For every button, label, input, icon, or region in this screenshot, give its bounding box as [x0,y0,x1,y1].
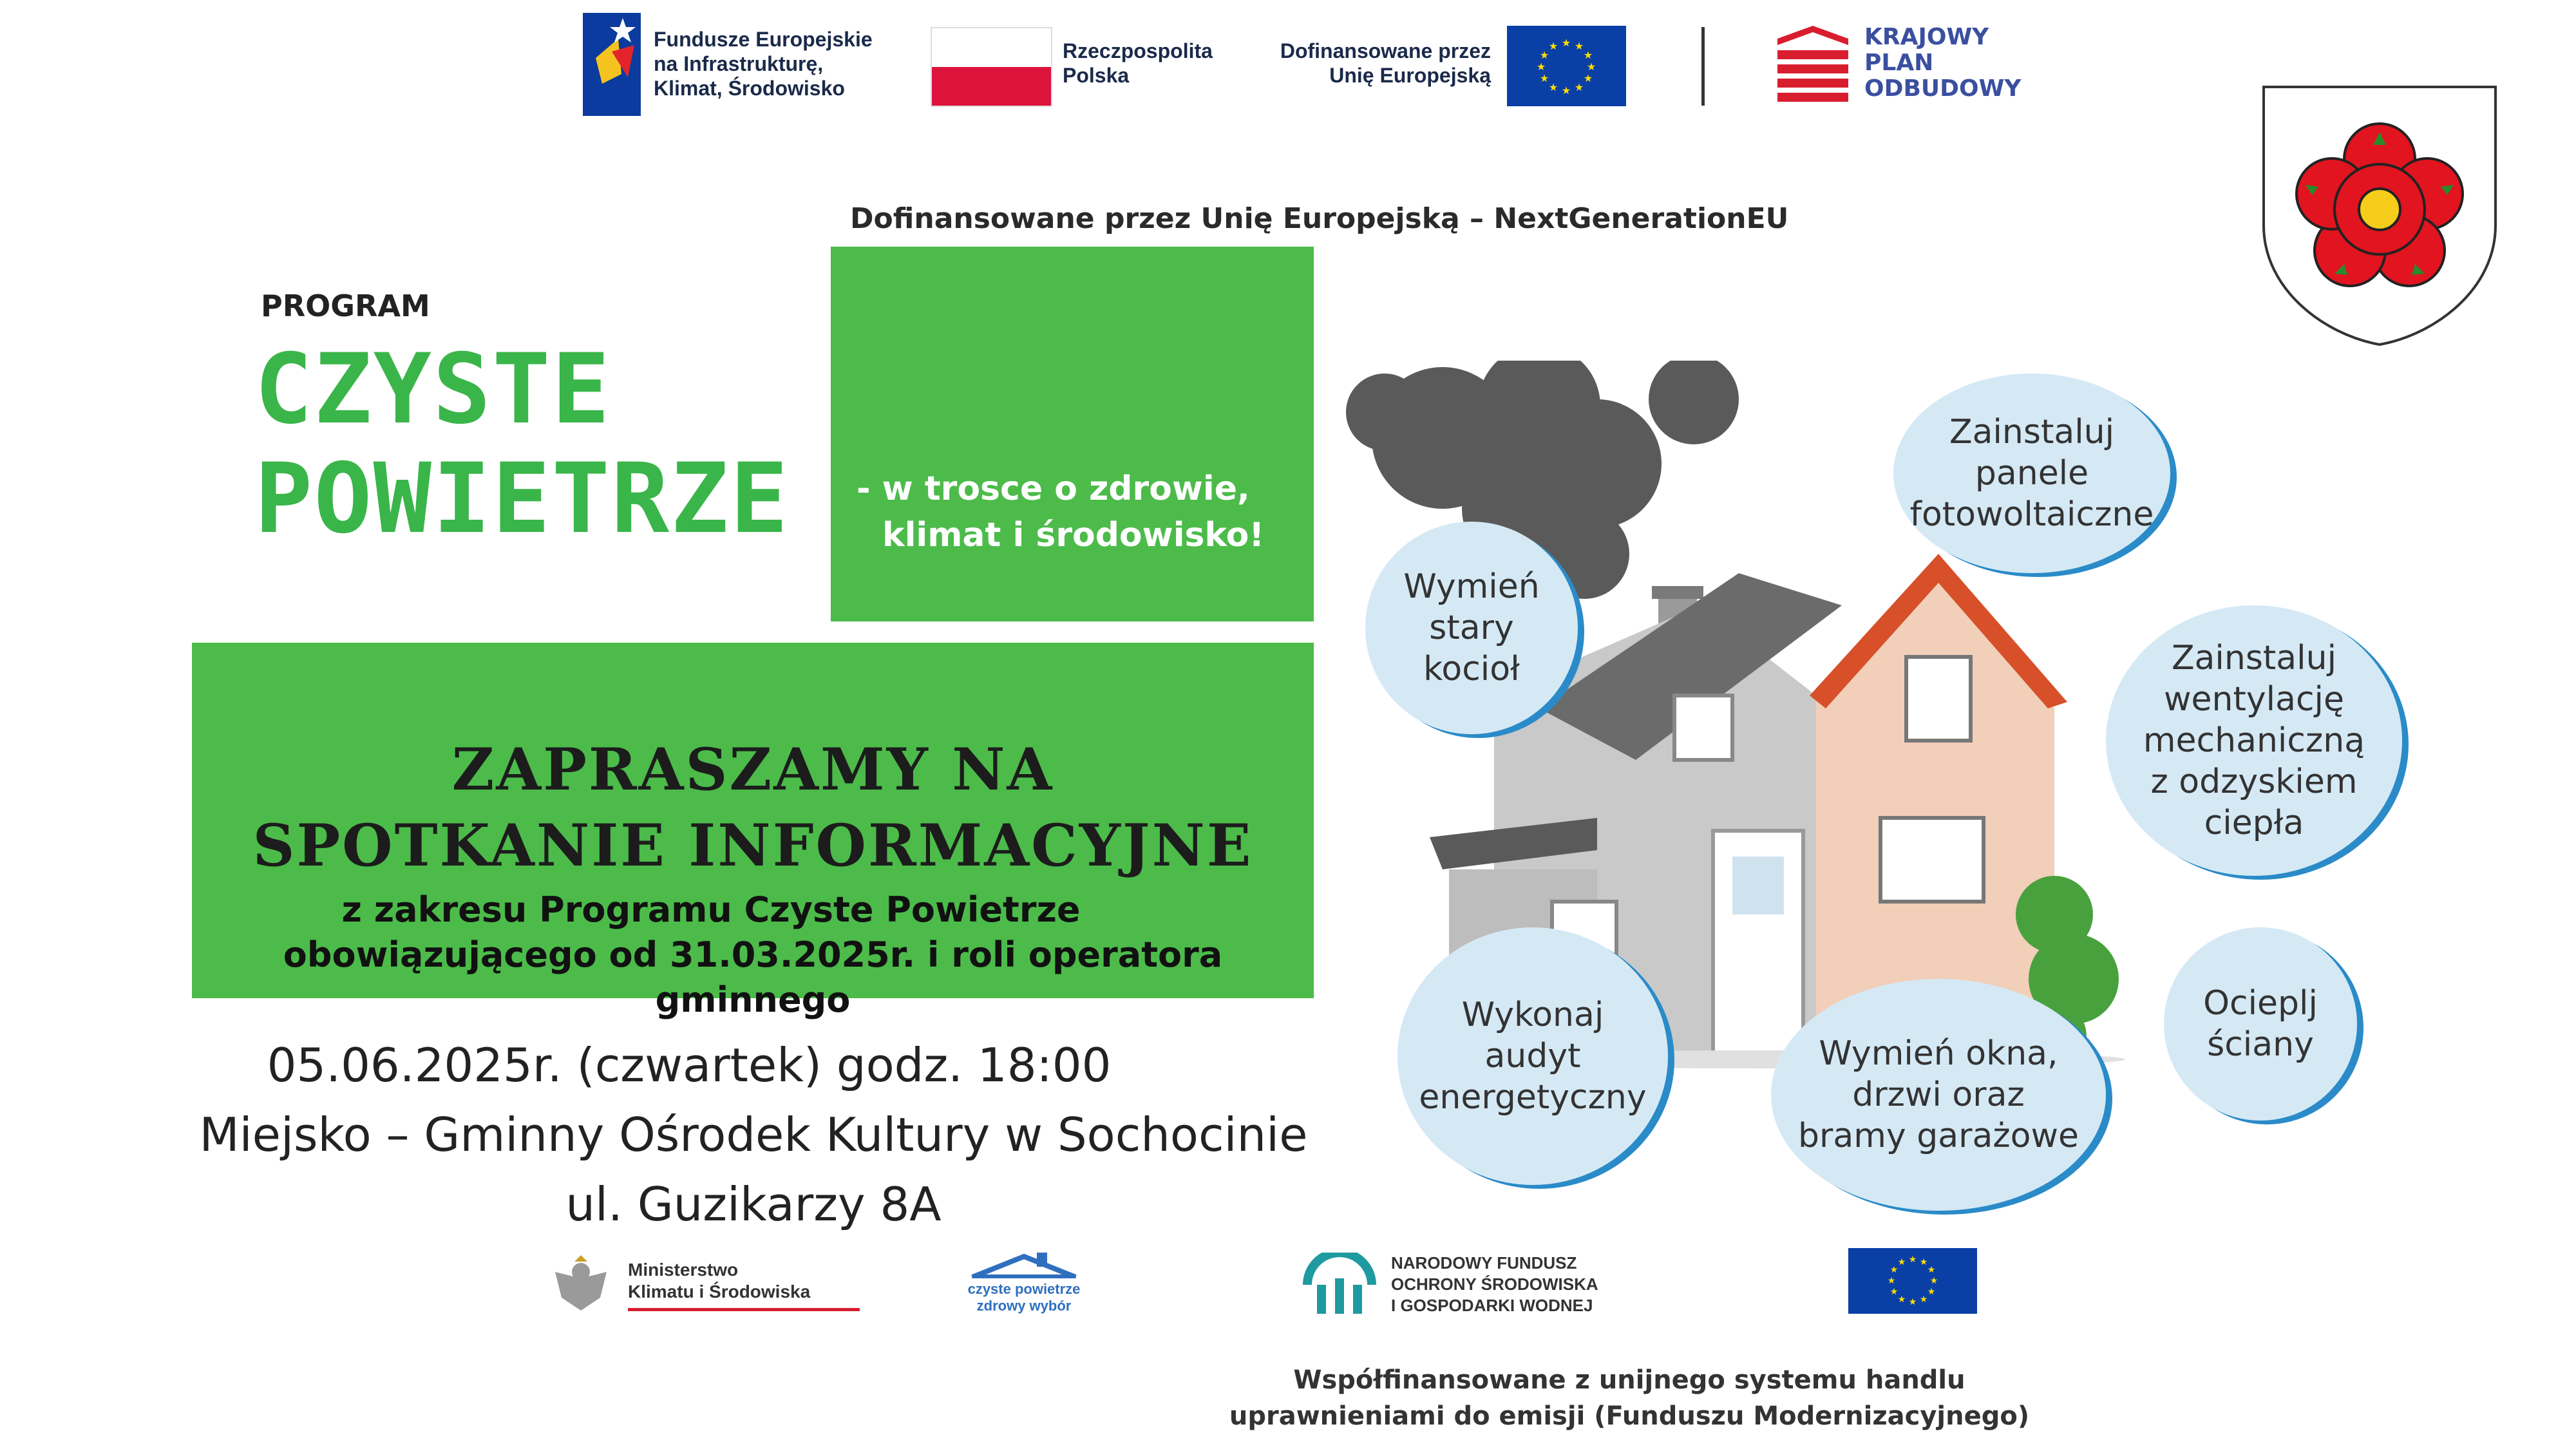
svg-text:★: ★ [1574,40,1584,52]
eu-flag-bottom-icon [1848,1248,1977,1314]
bubble-windows-line1: Wymień okna, [1819,1034,2058,1073]
svg-text:★: ★ [1908,1255,1917,1265]
eu-flag-icon [1507,26,1626,106]
separator-line [1701,27,1705,106]
bubble-walls-line1: Ocieplj [2203,984,2318,1023]
svg-text:★: ★ [1889,1265,1899,1275]
rzeczpospolita-text [1063,39,1213,88]
event-date: 05.06.2025r. (czwartek) godz. 18:00 [267,1038,1112,1092]
svg-text:★: ★ [1583,49,1593,61]
bubble-windows-line2: drzwi oraz [1852,1075,2025,1114]
svg-text:★: ★ [1536,61,1546,73]
dofinansowane-line2: Unię Europejską [1329,64,1491,87]
invite-box [192,643,1314,1020]
svg-text:★: ★ [1583,72,1593,84]
scope-line2: obowiązującego od 31.03.2025r. i roli operatora gminnego [283,934,1223,1020]
bubble-boiler-line1: Wymień [1403,567,1540,606]
dofinansowane-text [1262,39,1491,88]
ministerstwo-line2: Klimatu i Środowiska [628,1282,811,1302]
svg-text:★: ★ [1919,1257,1928,1267]
event-info [142,1030,1365,1239]
fundusze-flag-icon [583,13,641,116]
bubble-panels [1893,374,2170,573]
krajowy-plan-icon [1777,26,1848,107]
invite-line1: ZAPRASZAMY NA [451,735,1054,804]
svg-text:★: ★ [1548,40,1558,52]
svg-text:★: ★ [1927,1265,1936,1275]
bubble-ventilation-line5: ciepła [2204,804,2304,842]
coat-of-arms [2260,84,2499,348]
svg-text:★: ★ [1586,61,1596,73]
infographic [1327,361,2447,1224]
bubble-boiler [1365,522,1578,734]
nfos-icon [1301,1253,1378,1317]
bubble-audit-line2: audyt [1484,1037,1581,1075]
svg-text:★: ★ [1548,81,1558,93]
bubble-panels-line3: fotowoltaiczne [1909,495,2154,534]
bubble-boiler-line2: stary [1429,609,1514,647]
eagle-icon [549,1253,613,1317]
svg-text:★: ★ [1929,1276,1938,1286]
fundusze-line3: Klimat, Środowisko [654,77,845,100]
bubble-ventilation-line3: mechaniczną [2143,721,2365,760]
bubble-panels-line1: Zainstaluj [1949,413,2115,451]
czyste-logo-line2: zdrowy wybór [976,1298,1072,1314]
event-address: ul. Guzikarzy 8A [565,1177,942,1231]
slogan-box [831,247,1314,621]
krajowy-line3: ODBUDOWY [1864,75,2022,102]
house-roof-icon [960,1253,1088,1278]
slogan-line2: klimat i środowisko! [882,516,1265,554]
fundusze-logo [583,13,641,116]
slogan-line1: - w trosce o zdrowie, [857,469,1250,508]
bubble-windows [1771,979,2106,1211]
rzeczpospolita-line1: Rzeczpospolita [1063,39,1213,62]
nfos-line1: NARODOWY FUNDUSZ [1391,1253,1577,1273]
svg-text:★: ★ [1927,1287,1936,1297]
program-name [254,334,790,555]
svg-text:★: ★ [1887,1276,1896,1286]
rose-icon [2260,84,2499,348]
svg-text:★: ★ [1561,84,1571,97]
scope-line1: z zakresu Programu Czyste Powietrze [341,889,1081,930]
svg-text:★: ★ [1574,81,1584,93]
dofinansowane-line1: Dofinansowane przez [1280,39,1491,62]
krajowy-line1: KRAJOWY [1864,24,1989,50]
svg-text:★: ★ [1897,1294,1906,1305]
rzeczpospolita-line2: Polska [1063,64,1130,87]
program-name-line2: POWIETRZE [254,443,790,555]
nfos-line3: I GOSPODARKI WODNEJ [1391,1296,1593,1315]
svg-text:★: ★ [1539,72,1549,84]
svg-text:★: ★ [1897,1257,1906,1267]
fundusze-text [654,27,873,100]
bubble-windows-line3: bramy garażowe [1798,1117,2079,1155]
krajowy-line2: PLAN [1864,50,1934,76]
bubble-ventilation-line1: Zainstaluj [2171,639,2337,677]
bubble-audit [1397,927,1668,1185]
bubble-walls [2164,927,2357,1121]
svg-text:★: ★ [1908,1297,1917,1307]
bubble-audit-line3: energetyczny [1419,1078,1647,1117]
bubble-boiler-line3: kocioł [1423,650,1520,688]
bubble-ventilation-line2: wentylację [2164,680,2344,719]
cofinance-line1: Współfinansowane z unijnego systemu handlu [1293,1365,1965,1395]
nfos-text [1391,1253,1598,1316]
bubble-audit-line1: Wykonaj [1461,996,1604,1034]
cofinance-note [1172,1362,2087,1434]
bubble-panels-line2: panele [1975,454,2089,493]
fundusze-line2: na Infrastrukturę, [654,52,824,75]
svg-text:★: ★ [1889,1287,1899,1297]
program-label: PROGRAM [261,289,430,323]
ministerstwo-line1: Ministerstwo [628,1260,739,1280]
ministerstwo-text [628,1259,860,1311]
krajowy-plan-text [1864,24,2021,102]
bubble-ventilation [2106,605,2402,876]
nfos-line2: OCHRONY ŚRODOWISKA [1391,1274,1598,1294]
event-place: Miejsko – Gminny Ośrodek Kultury w Sochocinie [199,1108,1308,1162]
nextgen-heading: Dofinansowane przez Unię Europejską – NextGenerationEU [850,202,1789,235]
czyste-powietrze-logo [960,1253,1088,1323]
bubble-walls-line2: ściany [2207,1025,2314,1064]
svg-text:★: ★ [1561,37,1571,49]
program-name-line1: CZYSTE [254,334,611,446]
svg-text:★: ★ [1919,1294,1928,1305]
fundusze-line1: Fundusze Europejskie [654,28,873,51]
bubble-ventilation-line4: z odzyskiem [2150,762,2358,801]
cofinance-line2: uprawnieniami do emisji (Funduszu Modernizacyjnego) [1229,1401,2030,1431]
svg-text:★: ★ [1539,49,1549,61]
czyste-logo-line1: czyste powietrze [967,1281,1081,1297]
polish-flag-icon [931,27,1052,107]
invite-line2: SPOTKANIE INFORMACYJNE [252,811,1253,880]
